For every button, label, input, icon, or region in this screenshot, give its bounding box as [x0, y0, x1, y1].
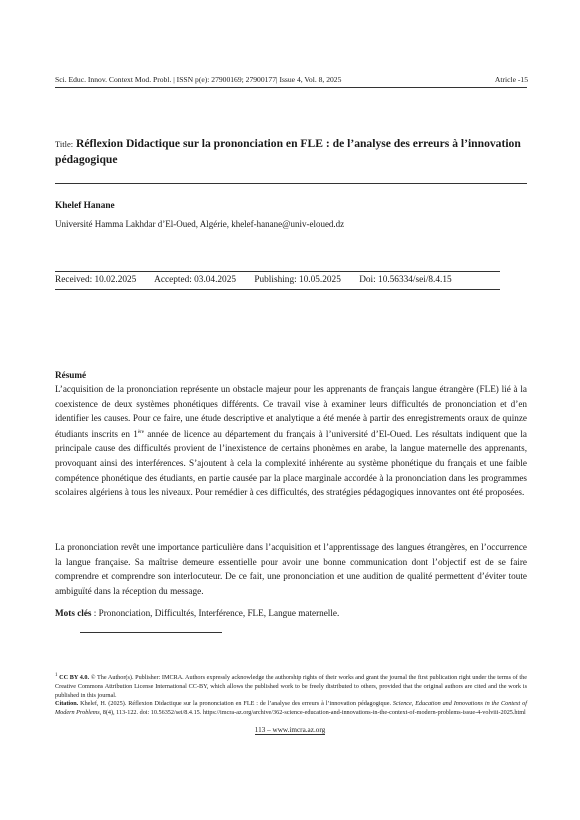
running-header-article: Atricle -15 [494, 75, 528, 84]
keywords [55, 608, 339, 618]
date-publishing: Publishing: 10.05.2025 [254, 275, 341, 285]
title-rule [55, 183, 527, 184]
dates-line [55, 275, 452, 285]
keywords-text: : Prononciation, Difficultés, Interférence, FLE, Langue maternelle. [91, 608, 340, 618]
dates-rule-bottom [55, 289, 500, 290]
header-rule [55, 87, 527, 88]
dates-rule-top [55, 271, 500, 272]
abstract-paragraph-2: La prononciation revêt une importance particulière dans l’acquisition et l’apprentissage des langues étrangères, en l’occurrence la langue française. Sa maîtrise demeure essentielle pour avoir une bonne communication dont l’objectif est de se faire comprendre et comprendre son interlocuteur. De ce fait, une prononciation et une audition de qualité permettent d’éviter toute ambiguïté dans la réception du message. [55, 542, 527, 596]
date-received: Received: 10.02.2025 [55, 275, 137, 285]
abstract-heading: Résumé [55, 370, 87, 380]
paper-title [55, 136, 527, 167]
footnote-rule [80, 632, 222, 633]
running-header-journal: Sci. Educ. Innov. Context Mod. Probl. | ISSN p(e): 27900169; 27900177| Issue 4, Vol. 8, 2025 [55, 75, 342, 84]
abstract-paragraph-1: L’acquisition de la prononciation représente un obstacle majeur pour les apprenants de français langue étrangère (FLE) lié à la coexistence de deux systèmes phonétiques différents. Ce travail vise à examiner leurs difficultés de prononciation et d’en identifier les causes. Pour ce faire, une étude descriptive et analytique a été menée à partir des enregistrements oraux de quinze étudiants inscrits en 1ère année de licence au département du français à l’université d’El-Oued. Les résultats indiquent que la principale cause des difficultés provient de l’inexistence de certains phonèmes en arabe, la langue maternelle des apprenants, provoquant ainsi des interférences. S’ajoutent à cela la complexité inhérente au système phonétique du français et une faible compétence phonétique des étudiants, en partie causée par la place marginale accordée à la prononciation dans les programmes scolaires algériens à tous les niveaux. Pour remédier à ces difficultés, des stratégies pédagogiques innovantes ont été proposées. [55, 384, 527, 498]
license-footnote: $^1$ CC BY 4.0. © The Author(s). Publisher: IMCRA. Authors expressly acknowledge the authorship rights of their works and grant the journal the first publication right under the terms of the Creative Commons Attribution License International CC-BY, which allows the published work to be freely distributed to others, provided that the original authors are cited and the work is published in this journal. [55, 673, 527, 699]
citation-footnote: Citation. Khelef, H. (2025). Réflexion Didactique sur la prononciation en FLE : de l’analyse des erreurs à l’innovation pédagogique. Science, Education and Innovations in the Context of Modern Problems, 8(4), 113-122. doi: 10.56352/sei/8.4.15. https://imcra-az.org/archive/362-science-education-and-innovations-in-the-context-of-modern-problems-issue-4-volviii-2025.html [55, 700, 527, 716]
page-number-link[interactable]: 113 – www.imcra.az.org [254, 726, 326, 734]
doi: Doi: 10.56334/sei/8.4.15 [359, 275, 452, 285]
title-prefix: Title: [55, 139, 74, 149]
page-number [0, 726, 580, 734]
keywords-label: Mots clés [55, 608, 92, 618]
author-name: Khelef Hanane [55, 201, 115, 211]
date-accepted: Accepted: 03.04.2025 [154, 275, 236, 285]
author-affiliation: Université Hamma Lakhdar d’El-Oued, Algérie, khelef-hanane@univ-eloued.dz [55, 219, 345, 229]
title-text: Réflexion Didactique sur la prononciation en FLE : de l’analyse des erreurs à l’innovation pédagogique [55, 137, 521, 166]
